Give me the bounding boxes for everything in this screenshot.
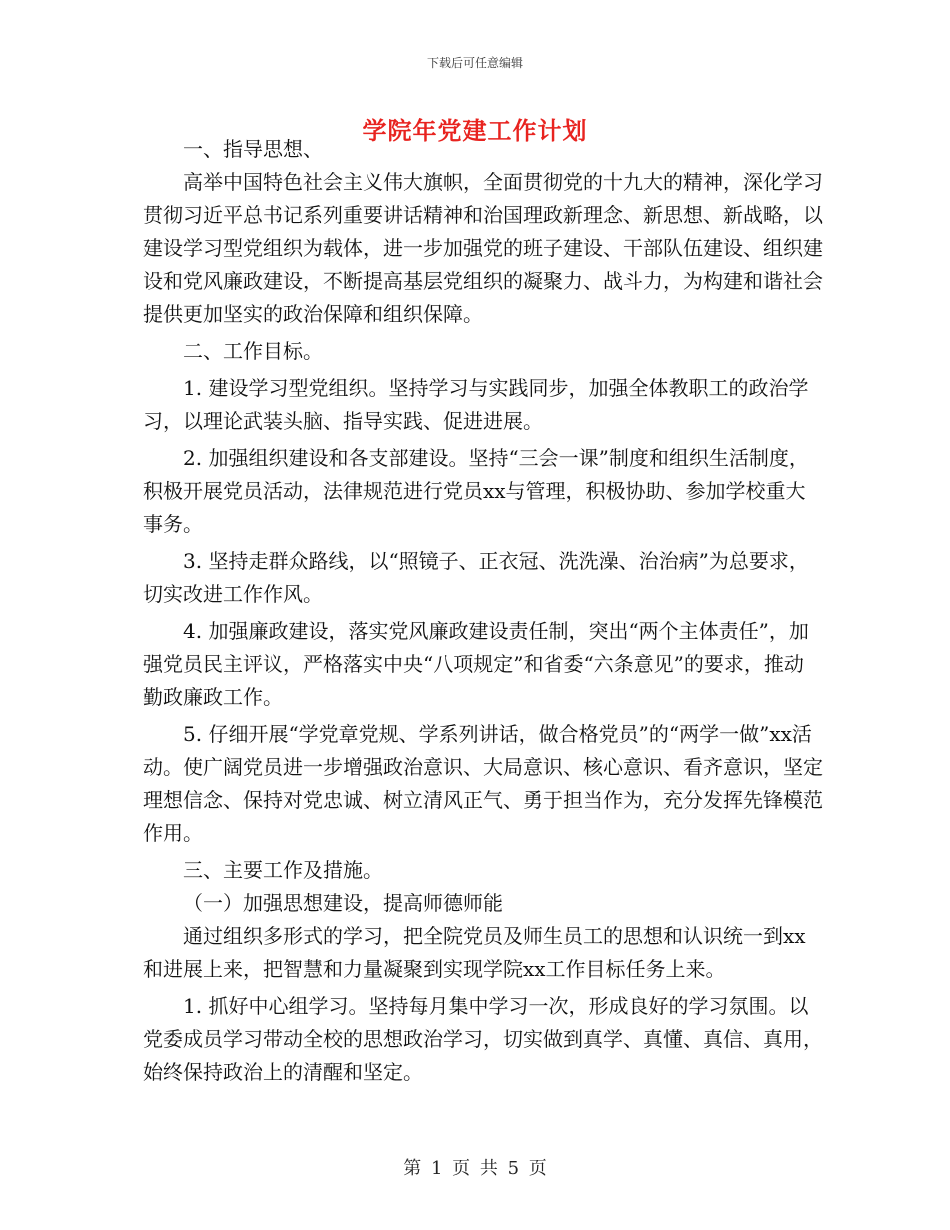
section-heading-work-goals: 二、工作目标。: [183, 339, 323, 363]
page-number-footer: 第 1 页 共 5 页: [403, 1158, 547, 1179]
document-title: 学院年党建工作计划: [362, 116, 588, 145]
paragraph-guiding-ideology: 高举中国特色社会主义伟大旗帜，全面贯彻党的十九大的精神，深化学习贯彻习近平总书记系列重要讲话精神和治国理政新理念、新思想、新战略，以建设学习型党组织为载体，进一步加强党的班子建设、干部队伍建设、组织建设和党风廉政建设，不断提高基层党组织的凝聚力、战斗力，为构建和谐社会提供更加坚实的政治保障和组织保障。: [143, 170, 823, 326]
document-body: [143, 133, 823, 1089]
goal-item-3: 3. 坚持走群众路线，以“照镜子、正衣冠、洗洗澡、治治病”为总要求，切实改进工作作风。: [143, 549, 809, 606]
page-header-note: 下载后可任意编辑: [426, 56, 523, 70]
goal-item-4: 4. 加强廉政建设，落实党风廉政建设责任制，突出“两个主体责任”，加强党员民主评议，严格落实中央“八项规定”和省委“六条意见”的要求，推动勤政廉政工作。: [143, 619, 809, 709]
goal-item-5: 5. 仔细开展“学党章党规、学系列讲话，做合格党员”的“两学一做”xx活动。使广阔党员进一步增强政治意识、大局意识、核心意识、看齐意识，坚定理想信念、保持对党忠诚、树立清风正气、勇于担当作为，充分发挥先锋模范作用。: [143, 722, 823, 845]
paragraph-study-organization: 通过组织多形式的学习，把全院党员及师生员工的思想和认识统一到xx和进展上来，把智慧和力量凝聚到实现学院xx工作目标任务上来。: [143, 924, 806, 981]
work-item-1: 1. 抓好中心组学习。坚持每月集中学习一次，形成良好的学习氛围。以党委成员学习带动全校的思想政治学习，切实做到真学、真懂、真信、真用，始终保持政治上的清醒和坚定。: [143, 994, 823, 1084]
goal-item-2: 2. 加强组织建设和各支部建设。坚持“三会一课”制度和组织生活制度，积极开展党员活动，法律规范进行党员xx与管理，积极协助、参加学校重大事务。: [143, 446, 809, 536]
goal-item-1: 1. 建设学习型党组织。坚持学习与实践同步，加强全体教职工的政治学习，以理论武装头脑、指导实践、促进进展。: [143, 376, 809, 433]
section-heading-main-work: 三、主要工作及措施。: [183, 858, 383, 882]
section-heading-guiding-ideology: 一、指导思想、: [183, 137, 323, 161]
subsection-heading-1: （一）加强思想建设，提高师德师能: [183, 891, 503, 915]
